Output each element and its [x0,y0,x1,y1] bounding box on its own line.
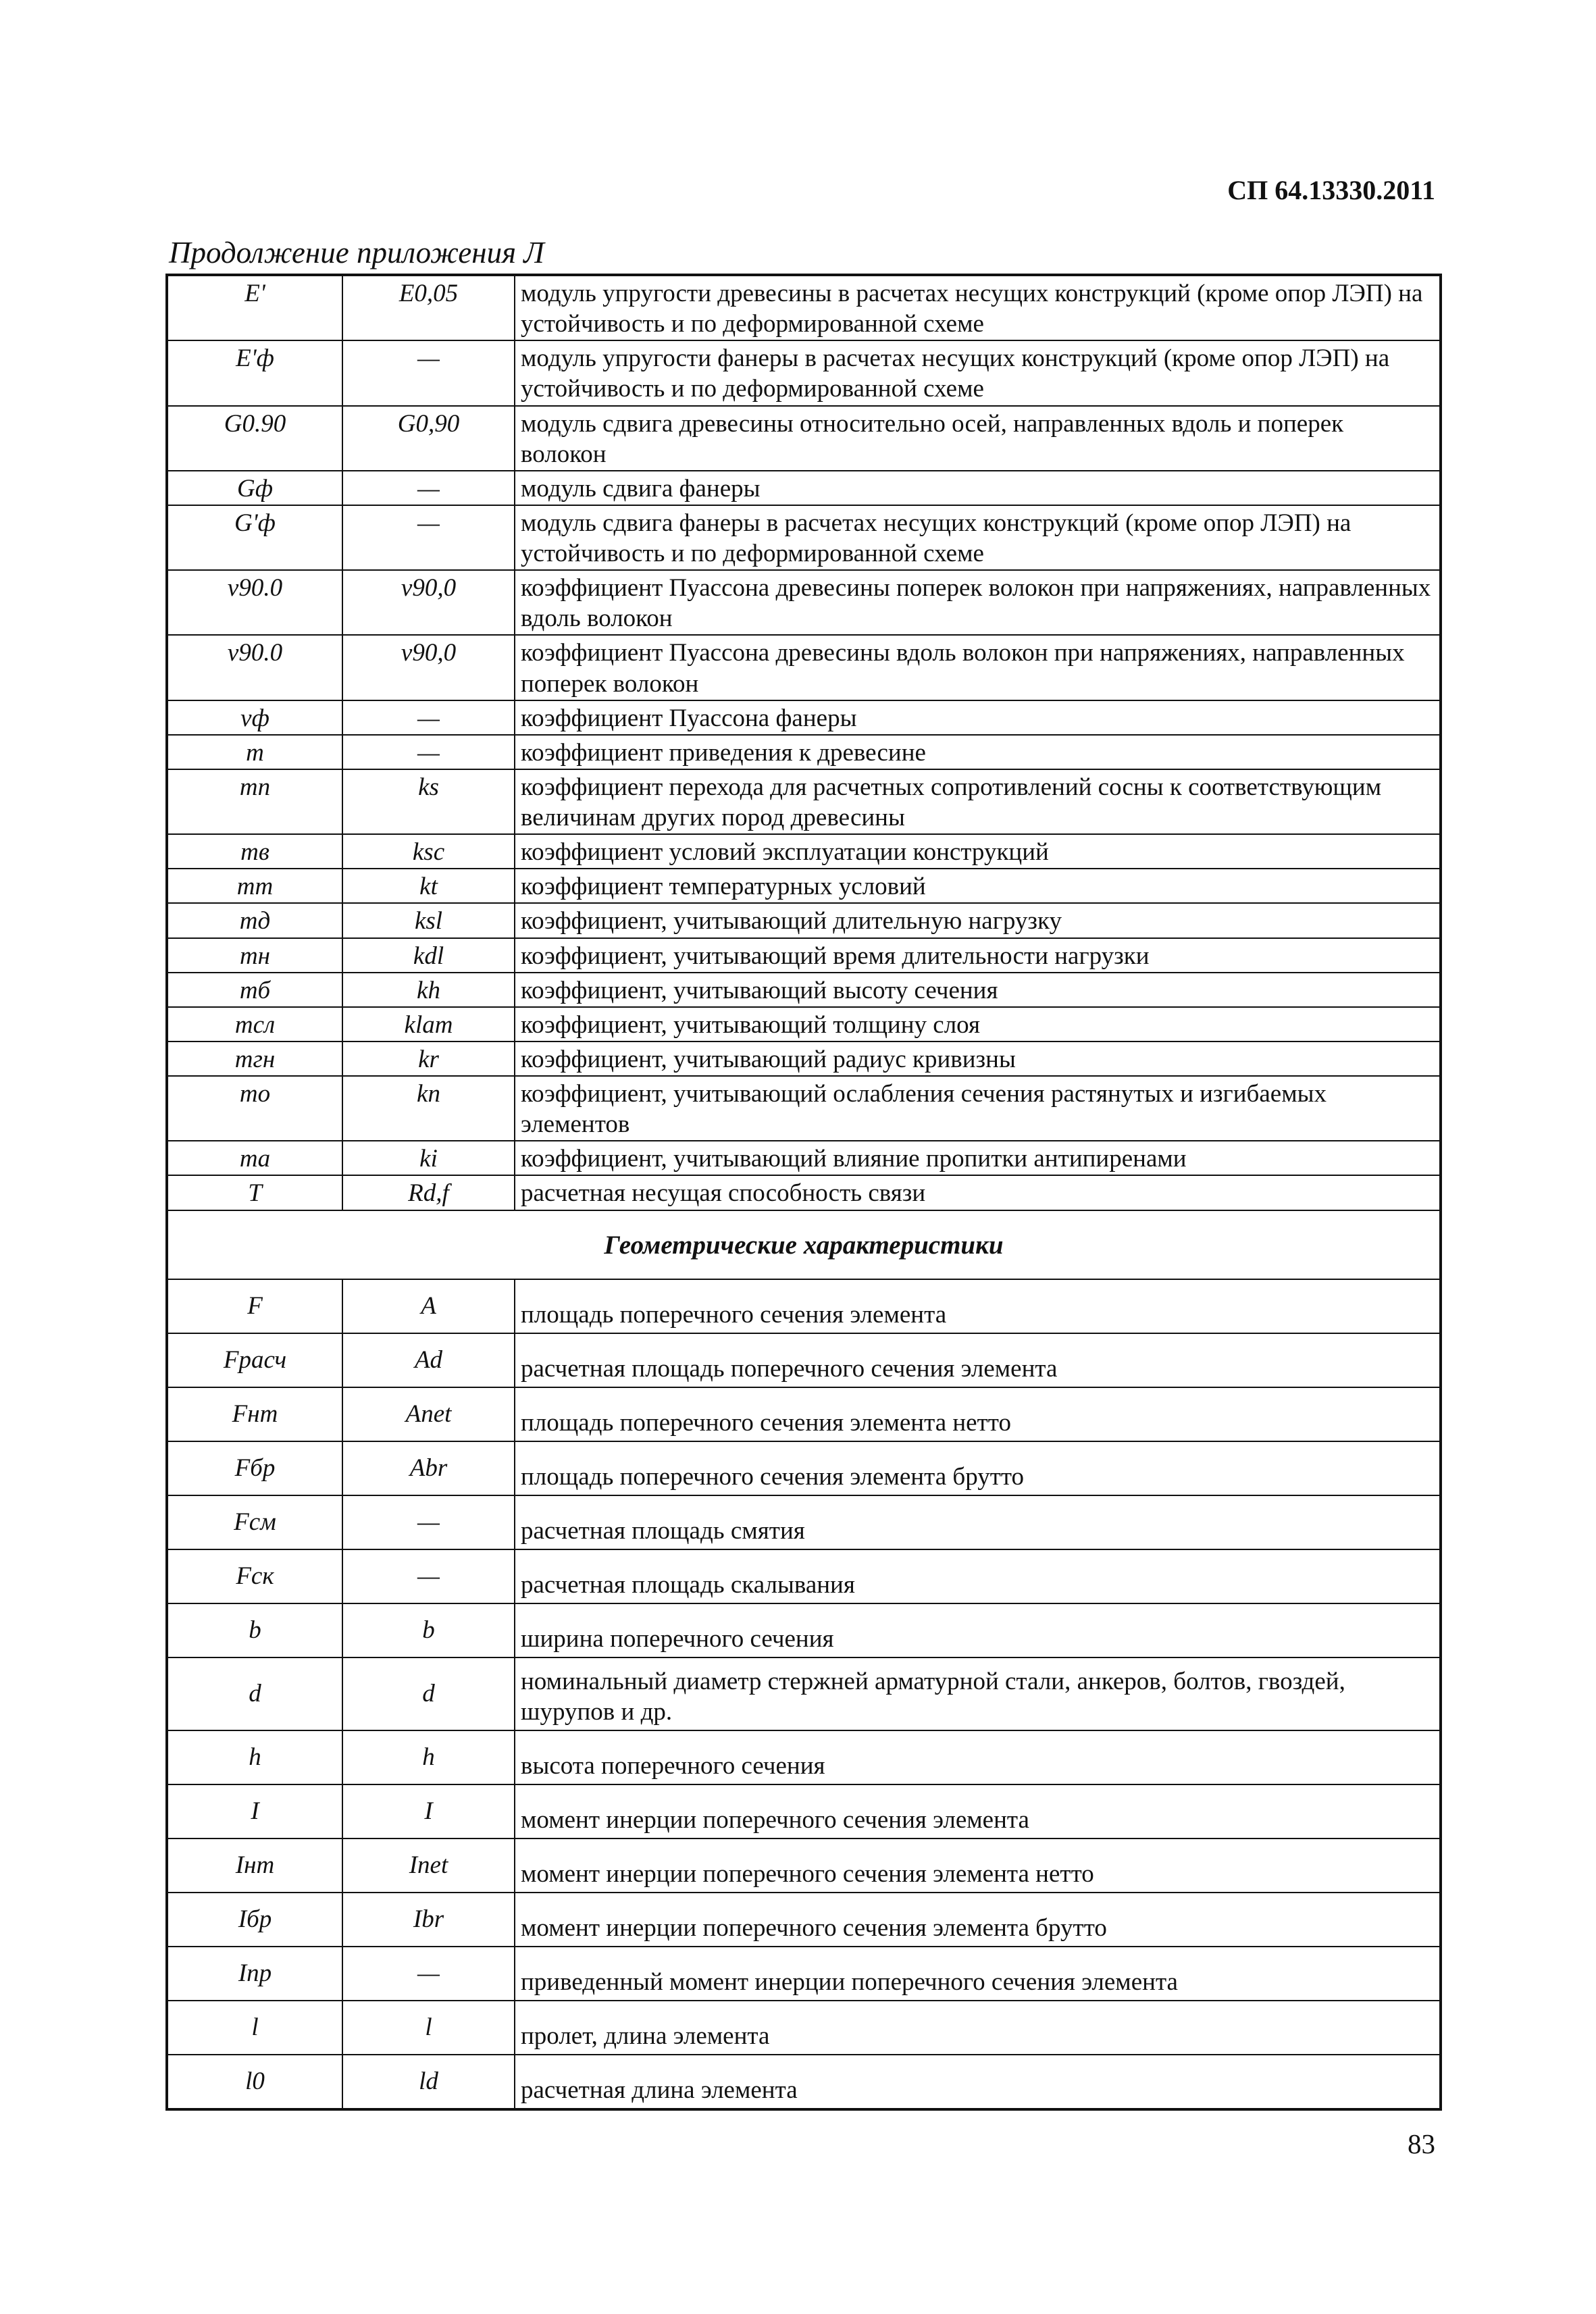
symbol-cell: G'ф [167,505,342,570]
symbol-cell: Fсм [167,1495,342,1549]
symbol-alt-cell: kh [342,973,515,1007]
description-cell: момент инерции поперечного сечения элемента нетто [515,1839,1441,1893]
table-row [167,903,1441,937]
description-cell: коэффициент Пуассона древесины вдоль волокон при напряжениях, направленных поперек волокон [515,635,1441,700]
table-row [167,1279,1441,1333]
description-cell: коэффициент Пуассона фанеры [515,700,1441,735]
symbol-alt-cell: E0,05 [342,275,515,340]
description-cell: коэффициент, учитывающий ослабления сечения растянутых и изгибаемых элементов [515,1076,1441,1141]
description-cell: модуль сдвига фанеры в расчетах несущих конструкций (кроме опор ЛЭП) на устойчивость и по деформированной схеме [515,505,1441,570]
table-row [167,869,1441,903]
description-cell: момент инерции поперечного сечения элемента брутто [515,1893,1441,1947]
table-row [167,973,1441,1007]
symbol-cell: E' [167,275,342,340]
table-row [167,735,1441,769]
section-title: Геометрические характеристики [167,1210,1441,1279]
description-cell: коэффициент, учитывающий длительную нагрузку [515,903,1441,937]
table-row [167,1175,1441,1210]
symbol-cell: mт [167,869,342,903]
symbol-alt-cell: Inet [342,1839,515,1893]
description-cell: расчетная площадь скалывания [515,1549,1441,1603]
table-row [167,1603,1441,1657]
symbol-cell: mп [167,769,342,834]
table-row [167,1007,1441,1042]
symbol-alt-cell: kn [342,1076,515,1141]
description-cell: модуль сдвига древесины относительно осей, направленных вдоль и поперек волокон [515,406,1441,471]
symbol-alt-cell: — [342,700,515,735]
symbol-alt-cell: h [342,1730,515,1784]
description-cell: расчетная площадь смятия [515,1495,1441,1549]
symbol-cell: ν90.0 [167,635,342,700]
description-cell: коэффициент, учитывающий толщину слоя [515,1007,1441,1042]
table-row [167,1076,1441,1141]
symbol-cell: Fск [167,1549,342,1603]
table-row [167,938,1441,973]
table-row [167,1441,1441,1495]
symbol-alt-cell: Ad [342,1333,515,1387]
continuation-caption: Продолжение приложения Л [169,236,544,269]
symbol-cell: mа [167,1141,342,1175]
symbol-alt-cell: — [342,340,515,405]
table-row [167,2055,1441,2109]
description-cell: коэффициент приведения к древесине [515,735,1441,769]
table-row [167,1657,1441,1730]
symbol-alt-cell: Anet [342,1387,515,1441]
table-row [167,769,1441,834]
table-row [167,1042,1441,1076]
symbol-cell: νф [167,700,342,735]
table-row [167,1893,1441,1947]
symbol-cell: F [167,1279,342,1333]
symbol-cell: b [167,1603,342,1657]
description-cell: коэффициент, учитывающий время длительности нагрузки [515,938,1441,973]
symbol-alt-cell: ksl [342,903,515,937]
symbol-alt-cell: klam [342,1007,515,1042]
symbol-cell: l [167,2001,342,2055]
symbol-alt-cell: — [342,1495,515,1549]
symbol-alt-cell: — [342,1947,515,2001]
description-cell: модуль сдвига фанеры [515,471,1441,505]
symbol-alt-cell: kr [342,1042,515,1076]
description-cell: коэффициент, учитывающий влияние пропитки антипиренами [515,1141,1441,1175]
symbol-cell: Fрасч [167,1333,342,1387]
description-cell: расчетная длина элемента [515,2055,1441,2109]
page-number: 83 [1408,2128,1435,2159]
symbol-cell: mб [167,973,342,1007]
symbol-alt-cell: d [342,1657,515,1730]
table-row [167,1141,1441,1175]
description-cell: площадь поперечного сечения элемента [515,1279,1441,1333]
symbol-cell: d [167,1657,342,1730]
table-row [167,1549,1441,1603]
symbol-cell: mн [167,938,342,973]
symbol-alt-cell: ν90,0 [342,635,515,700]
description-cell: модуль упругости древесины в расчетах несущих конструкций (кроме опор ЛЭП) на устойчивость и по деформированной схеме [515,275,1441,340]
symbol-cell: T [167,1175,342,1210]
symbol-alt-cell: ki [342,1141,515,1175]
symbol-alt-cell: ks [342,769,515,834]
description-cell: ширина поперечного сечения [515,1603,1441,1657]
symbol-cell: mв [167,834,342,869]
description-cell: коэффициент, учитывающий радиус кривизны [515,1042,1441,1076]
table-row [167,834,1441,869]
table-row [167,2001,1441,2055]
symbol-alt-cell: b [342,1603,515,1657]
symbol-alt-cell: G0,90 [342,406,515,471]
description-cell: коэффициент условий эксплуатации конструкций [515,834,1441,869]
symbol-cell: E'ф [167,340,342,405]
symbol-alt-cell: — [342,1549,515,1603]
symbol-alt-cell: ld [342,2055,515,2109]
symbols-table [165,274,1442,2111]
description-cell: коэффициент Пуассона древесины поперек волокон при напряжениях, направленных вдоль волокон [515,570,1441,635]
symbol-alt-cell: kt [342,869,515,903]
table-row [167,700,1441,735]
table-row [167,1947,1441,2001]
symbol-cell: Iпр [167,1947,342,2001]
symbol-cell: mсл [167,1007,342,1042]
table-row [167,340,1441,405]
symbol-cell: h [167,1730,342,1784]
symbol-cell: Iбр [167,1893,342,1947]
symbol-alt-cell: — [342,735,515,769]
table-row [167,1784,1441,1839]
symbol-cell: mгн [167,1042,342,1076]
symbol-cell: mд [167,903,342,937]
description-cell: приведенный момент инерции поперечного сечения элемента [515,1947,1441,2001]
table-row [167,505,1441,570]
table-row [167,1839,1441,1893]
symbol-alt-cell: A [342,1279,515,1333]
symbol-cell: Iнт [167,1839,342,1893]
symbol-alt-cell: l [342,2001,515,2055]
description-cell: пролет, длина элемента [515,2001,1441,2055]
symbol-cell: I [167,1784,342,1839]
table-row [167,570,1441,635]
description-cell: номинальный диаметр стержней арматурной стали, анкеров, болтов, гвоздей, шурупов и др. [515,1657,1441,1730]
symbol-alt-cell: kdl [342,938,515,973]
symbol-cell: G0.90 [167,406,342,471]
table-row [167,275,1441,340]
description-cell: расчетная площадь поперечного сечения элемента [515,1333,1441,1387]
symbol-alt-cell: — [342,505,515,570]
table-row [167,471,1441,505]
table-row [167,1730,1441,1784]
symbol-cell: Fнт [167,1387,342,1441]
table-row [167,1387,1441,1441]
symbol-alt-cell: ν90,0 [342,570,515,635]
table-row [167,1495,1441,1549]
symbol-alt-cell: Ibr [342,1893,515,1947]
section-header-row [167,1210,1441,1279]
symbol-alt-cell: I [342,1784,515,1839]
description-cell: площадь поперечного сечения элемента нетто [515,1387,1441,1441]
symbol-cell: mо [167,1076,342,1141]
symbol-cell: Gф [167,471,342,505]
description-cell: площадь поперечного сечения элемента брутто [515,1441,1441,1495]
symbol-alt-cell: Abr [342,1441,515,1495]
table-row [167,1333,1441,1387]
symbol-alt-cell: ksc [342,834,515,869]
table-row [167,635,1441,700]
symbol-cell: m [167,735,342,769]
symbol-alt-cell: — [342,471,515,505]
table-row [167,406,1441,471]
description-cell: модуль упругости фанеры в расчетах несущих конструкций (кроме опор ЛЭП) на устойчивость и по деформированной схеме [515,340,1441,405]
document-code: СП 64.13330.2011 [1227,175,1435,205]
symbol-cell: l0 [167,2055,342,2109]
description-cell: момент инерции поперечного сечения элемента [515,1784,1441,1839]
description-cell: высота поперечного сечения [515,1730,1441,1784]
description-cell: коэффициент, учитывающий высоту сечения [515,973,1441,1007]
symbol-cell: Fбр [167,1441,342,1495]
symbol-cell: ν90.0 [167,570,342,635]
description-cell: коэффициент температурных условий [515,869,1441,903]
description-cell: расчетная несущая способность связи [515,1175,1441,1210]
description-cell: коэффициент перехода для расчетных сопротивлений сосны к соответствующим величинам других пород древесины [515,769,1441,834]
symbol-alt-cell: Rd,f [342,1175,515,1210]
